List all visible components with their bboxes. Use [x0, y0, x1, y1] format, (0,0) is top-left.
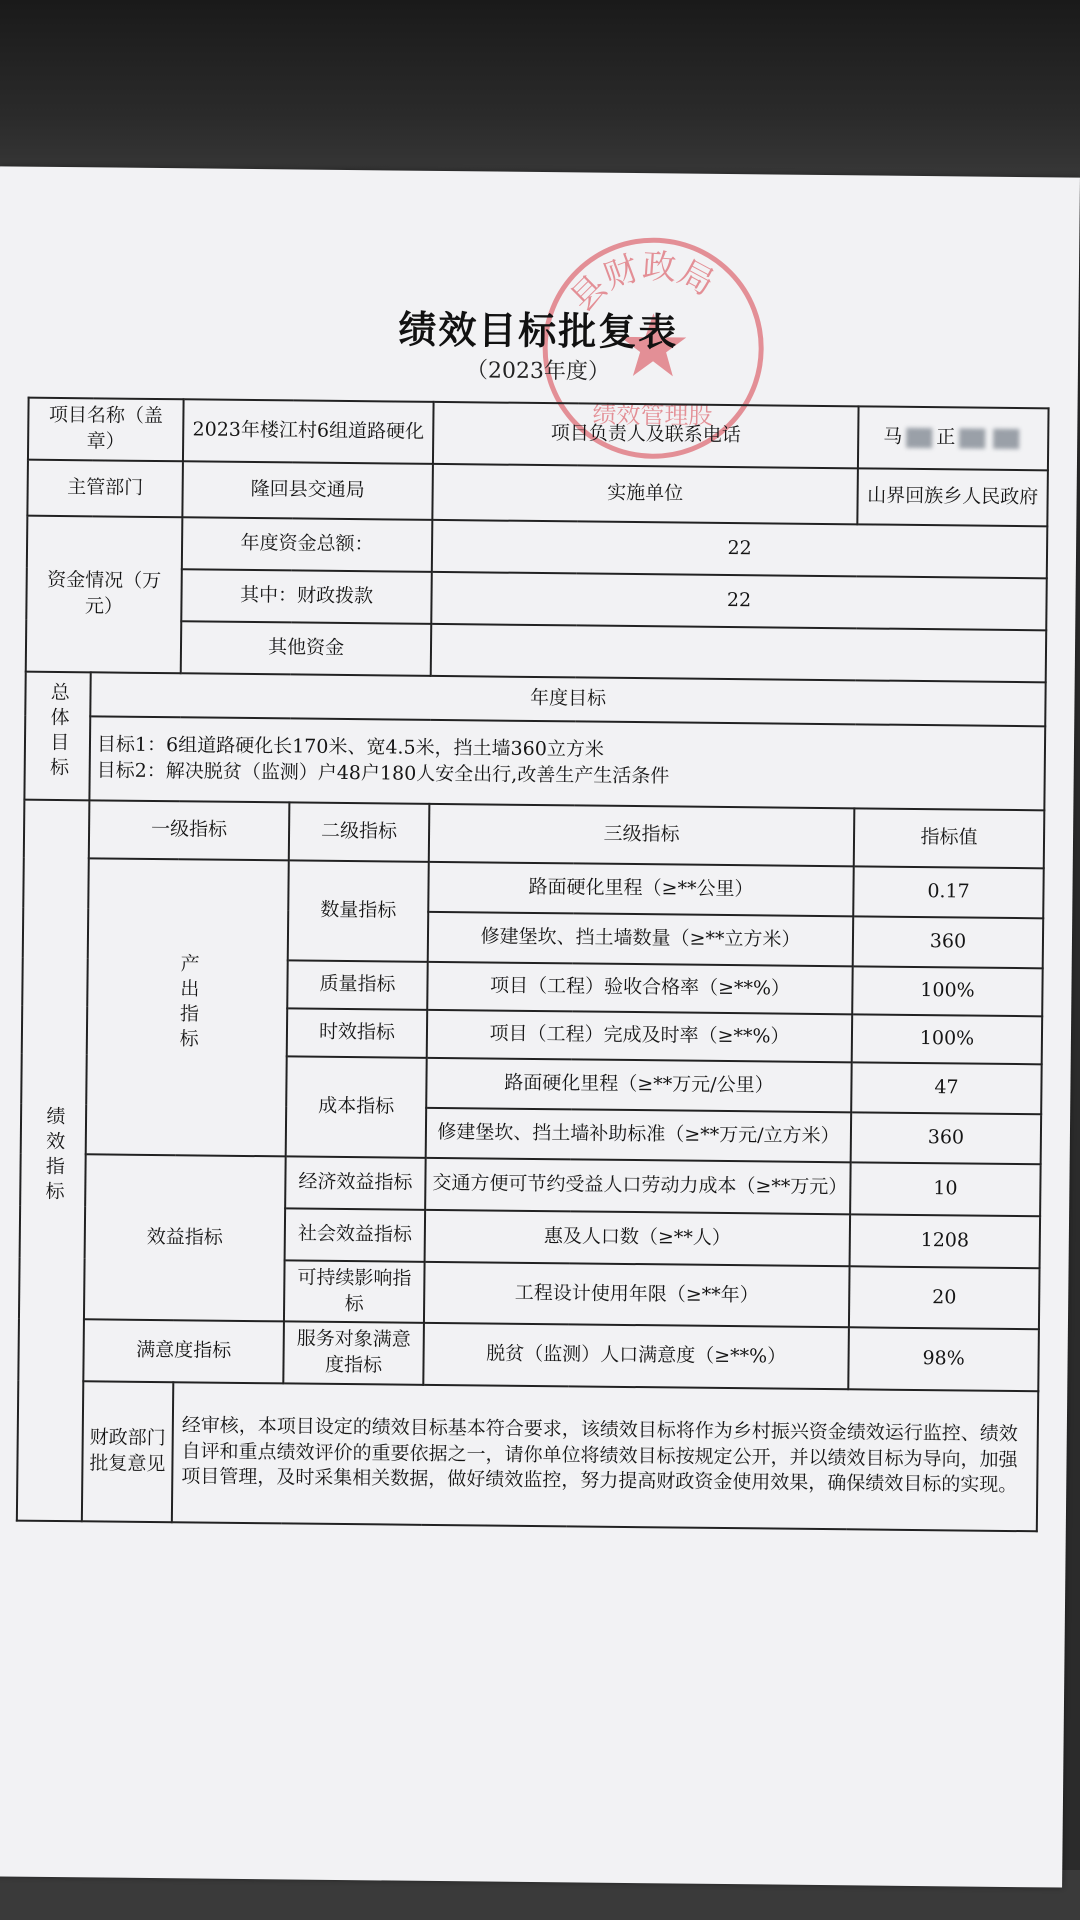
- quality-label: 质量指标: [287, 960, 428, 1009]
- opinion-row: [17, 1380, 1038, 1531]
- indicator-value: 100%: [852, 1014, 1042, 1064]
- level3-text: 修建堡坎、挡土墙补助标准（≥**万元/立方米）: [426, 1108, 852, 1162]
- funds-label: 资金情况（万元）: [26, 516, 183, 674]
- level3-text: 修建堡坎、挡土墙数量（≥**立方米）: [428, 912, 854, 966]
- output-indicator-label: 产出指标: [86, 858, 289, 1156]
- economic-label: 经济效益指标: [285, 1156, 426, 1209]
- indicator-value: 20: [849, 1266, 1040, 1329]
- level3-text: 惠及人口数（≥**人）: [425, 1210, 851, 1266]
- desk-background: [0, 0, 1080, 190]
- contact-name-start: 马: [883, 425, 903, 448]
- level3-text: 工程设计使用年限（≥**年）: [424, 1262, 850, 1328]
- indicator-value: 1208: [850, 1214, 1041, 1268]
- indicator-value: 98%: [848, 1328, 1039, 1391]
- level3-text: 路面硬化里程（≥**公里）: [428, 862, 854, 916]
- impl-unit-value: 山界回族乡人民政府: [857, 468, 1048, 526]
- sustain-label: 可持续影响指标: [284, 1260, 425, 1323]
- goal-1: 目标1：6组道路硬化长170米、宽4.5米，挡土墙360立方米: [96, 733, 605, 762]
- benefit-indicator-label: 效益指标: [84, 1154, 286, 1321]
- service-label: 服务对象满意度指标: [283, 1322, 424, 1385]
- project-name-value: 2023年楼江村6组道路硬化: [183, 399, 434, 464]
- header-value: 指标值: [854, 808, 1045, 868]
- perf-indicators-label: 绩效指标: [17, 800, 90, 1521]
- level3-text: 路面硬化里程（≥**万元/公里）: [426, 1058, 852, 1112]
- dept-label: 主管部门: [27, 460, 183, 518]
- overall-goals-text: [89, 716, 1045, 810]
- svg-text:县财政局: 县财政局: [562, 246, 721, 320]
- funds-other-value: [431, 624, 1047, 682]
- timeliness-label: 时效指标: [287, 1008, 428, 1057]
- redaction-mark: [959, 429, 985, 449]
- opinion-label: 财政部门批复意见: [82, 1381, 173, 1522]
- dept-value: 隆回县交通局: [182, 461, 433, 520]
- document-sheet: [0, 166, 1080, 1887]
- redaction-mark: [906, 428, 932, 448]
- document-title: 绩效目标批复表: [398, 306, 679, 355]
- project-name-label: 项目名称（盖章）: [28, 398, 184, 462]
- table-row: [20, 1154, 1041, 1217]
- header-level1: 一级指标: [89, 800, 290, 860]
- project-row: [28, 398, 1049, 471]
- quantity-label: 数量指标: [288, 860, 429, 961]
- goal-2: 目标2：解决脱贫（监测）户48户180人安全出行,改善生产生活条件: [96, 759, 670, 788]
- funds-fiscal-label: 其中：财政拨款: [181, 569, 432, 624]
- indicator-value: 360: [853, 916, 1044, 968]
- level3-text: 交通方便可节约受益人口劳动力成本（≥**万元）: [425, 1158, 851, 1214]
- overall-goal-label: 总体目标: [24, 672, 90, 801]
- annual-goal-label: 年度目标: [90, 672, 1045, 726]
- level3-text: 脱贫（监测）人口满意度（≥**%）: [423, 1323, 849, 1389]
- overall-goals-row: [24, 716, 1045, 811]
- table-row: [23, 858, 1044, 919]
- funds-total-value: 22: [432, 520, 1048, 578]
- funds-fiscal-value: 22: [431, 572, 1047, 630]
- indicator-value: 360: [851, 1112, 1042, 1164]
- indicator-value: 0.17: [853, 866, 1044, 918]
- redaction-mark: [993, 429, 1019, 449]
- satisfaction-indicator-label: 满意度指标: [83, 1320, 284, 1383]
- approval-form-table: [16, 397, 1050, 1532]
- cost-label: 成本指标: [286, 1056, 427, 1157]
- funds-total-label: 年度资金总额：: [182, 517, 433, 572]
- document-subtitle: （2023年度）: [465, 358, 611, 385]
- indicator-value: 10: [850, 1162, 1041, 1216]
- indicator-value: 47: [851, 1062, 1042, 1114]
- contact-name-mid: 正: [936, 426, 956, 449]
- level3-text: 项目（工程）验收合格率（≥**%）: [427, 962, 852, 1014]
- funds-other-label: 其他资金: [181, 621, 432, 676]
- funds-total-row: [27, 516, 1048, 579]
- contact-value: [858, 406, 1049, 470]
- level3-text: 项目（工程）完成及时率（≥**%）: [427, 1010, 852, 1062]
- header-level2: 二级指标: [289, 802, 430, 861]
- impl-unit-label: 实施单位: [432, 464, 858, 524]
- header-level3: 三级指标: [429, 804, 855, 866]
- indicator-value: 100%: [852, 966, 1042, 1016]
- table-row: [18, 1319, 1039, 1391]
- svg-text:绩效管理股: 绩效管理股: [592, 400, 713, 430]
- contact-label: 项目负责人及联系电话: [433, 402, 859, 468]
- social-label: 社会效益指标: [285, 1208, 426, 1261]
- opinion-text: 经审核，本项目设定的绩效目标基本符合要求，该绩效目标将作为乡村振兴资金绩效运行监控、绩效自评和重点绩效评价的重要依据之一，请你单位将绩效目标按规定公开，并以绩效目标为导向，加强项目管理，及时采集相关数据，做好绩效监控，努力提高财政资金使用效果，确保绩效目标的实现。: [172, 1382, 1038, 1531]
- perf-header-row: [24, 800, 1045, 869]
